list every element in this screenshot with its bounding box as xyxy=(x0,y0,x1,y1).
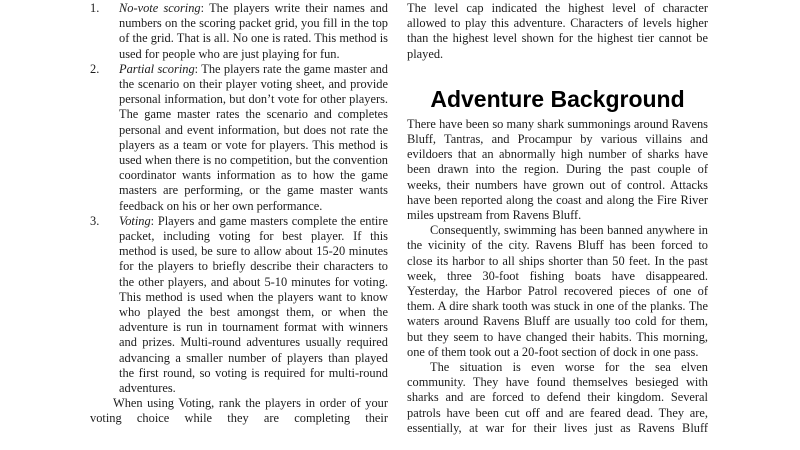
list-item-term: No-vote scoring xyxy=(119,1,201,15)
list-item xyxy=(90,62,388,214)
voting-rank-paragraph: When using Voting, rank the players in order of your voting choice while they are completing their xyxy=(90,396,388,426)
right-column xyxy=(407,1,708,436)
list-item-number: 3. xyxy=(90,213,100,228)
section-heading: Adventure Background xyxy=(430,85,685,112)
background-paragraph-1: There have been so many shark summonings around Ravens Bluff, Tantras, and Procampur by various villains and evildoers that an abnormally high number of sharks have been drawn into the region. During the past couple of weeks, their numbers have grown out of control. Attacks have been reported along the coast and along the Fire River miles upstream from Ravens Bluff. xyxy=(407,116,708,223)
list-item-body-text: : The players rate the game master and the scenario on their player voting sheet, and provide personal information, but don’t vote for other players. The game master rates the scenario and completes personal and event information, but does not rate the players as a team or vote for players. This method is used when there is no competition, but the convention coordinator wants information as to how the game masters are performing, or the game master wants feedback on his or her own performance. xyxy=(119,61,388,213)
list-item xyxy=(90,1,388,62)
scoring-methods-list xyxy=(90,1,388,396)
level-cap-paragraph: The level cap indicated the highest level of character allowed to play this adventure. Characters of levels higher than the highest level shown for the highest tier cannot be played. xyxy=(407,1,708,61)
list-item xyxy=(90,214,388,396)
list-item-text xyxy=(119,214,388,396)
list-item-term: Partial scoring xyxy=(119,61,195,76)
list-item-text xyxy=(119,62,388,214)
left-column xyxy=(90,1,388,427)
list-item-number: 2. xyxy=(90,61,100,76)
list-item-number: 1. xyxy=(90,1,100,15)
list-item-body-text: : The players write their names and numbers on the scoring packet grid, you fill in the top of the grid. That is all. No one is rated. This method is used for people who are just playing for fun. xyxy=(119,1,389,61)
list-item-term: Voting xyxy=(119,213,151,228)
list-item-text xyxy=(119,1,388,62)
list-item-body-text: : Players and game masters complete the entire packet, including voting for best player. If this method is used, be sure to allow about 15-20 minutes for the players to briefly describe their characters to the other players, and about 5-10 minutes for voting. This method is used when the players want to know who played the best amongst them, or when the adventure is run in tournament format with winners and prizes. Multi-round adventures usually required advancing a smaller number of players than played the first round, so voting is required for multi-round adventures. xyxy=(119,213,388,396)
background-paragraph-2: Consequently, swimming has been banned anywhere in the vicinity of the city. Ravens Bluff has been forced to close its harbor to all ships shorter than 50 feet. In the past week, three 30-foot fishing boats have disappeared. Yesterday, the Harbor Patrol recovered pieces of one of them. A dire shark tooth was stuck in one of the planks. The waters around Ravens Bluff are usually too cold for them, but they seem to have changed their habits. This morning, one of them took out a 20-foot section of dock in one pass. xyxy=(407,223,708,359)
background-paragraph-3: The situation is even worse for the sea elven community. They have found themselves besieged with sharks and are forced to defend their kingdom. Several patrols have been cut off and are feared dead. They are, essentially, at war for their lives just as Ravens Bluff xyxy=(407,360,708,435)
